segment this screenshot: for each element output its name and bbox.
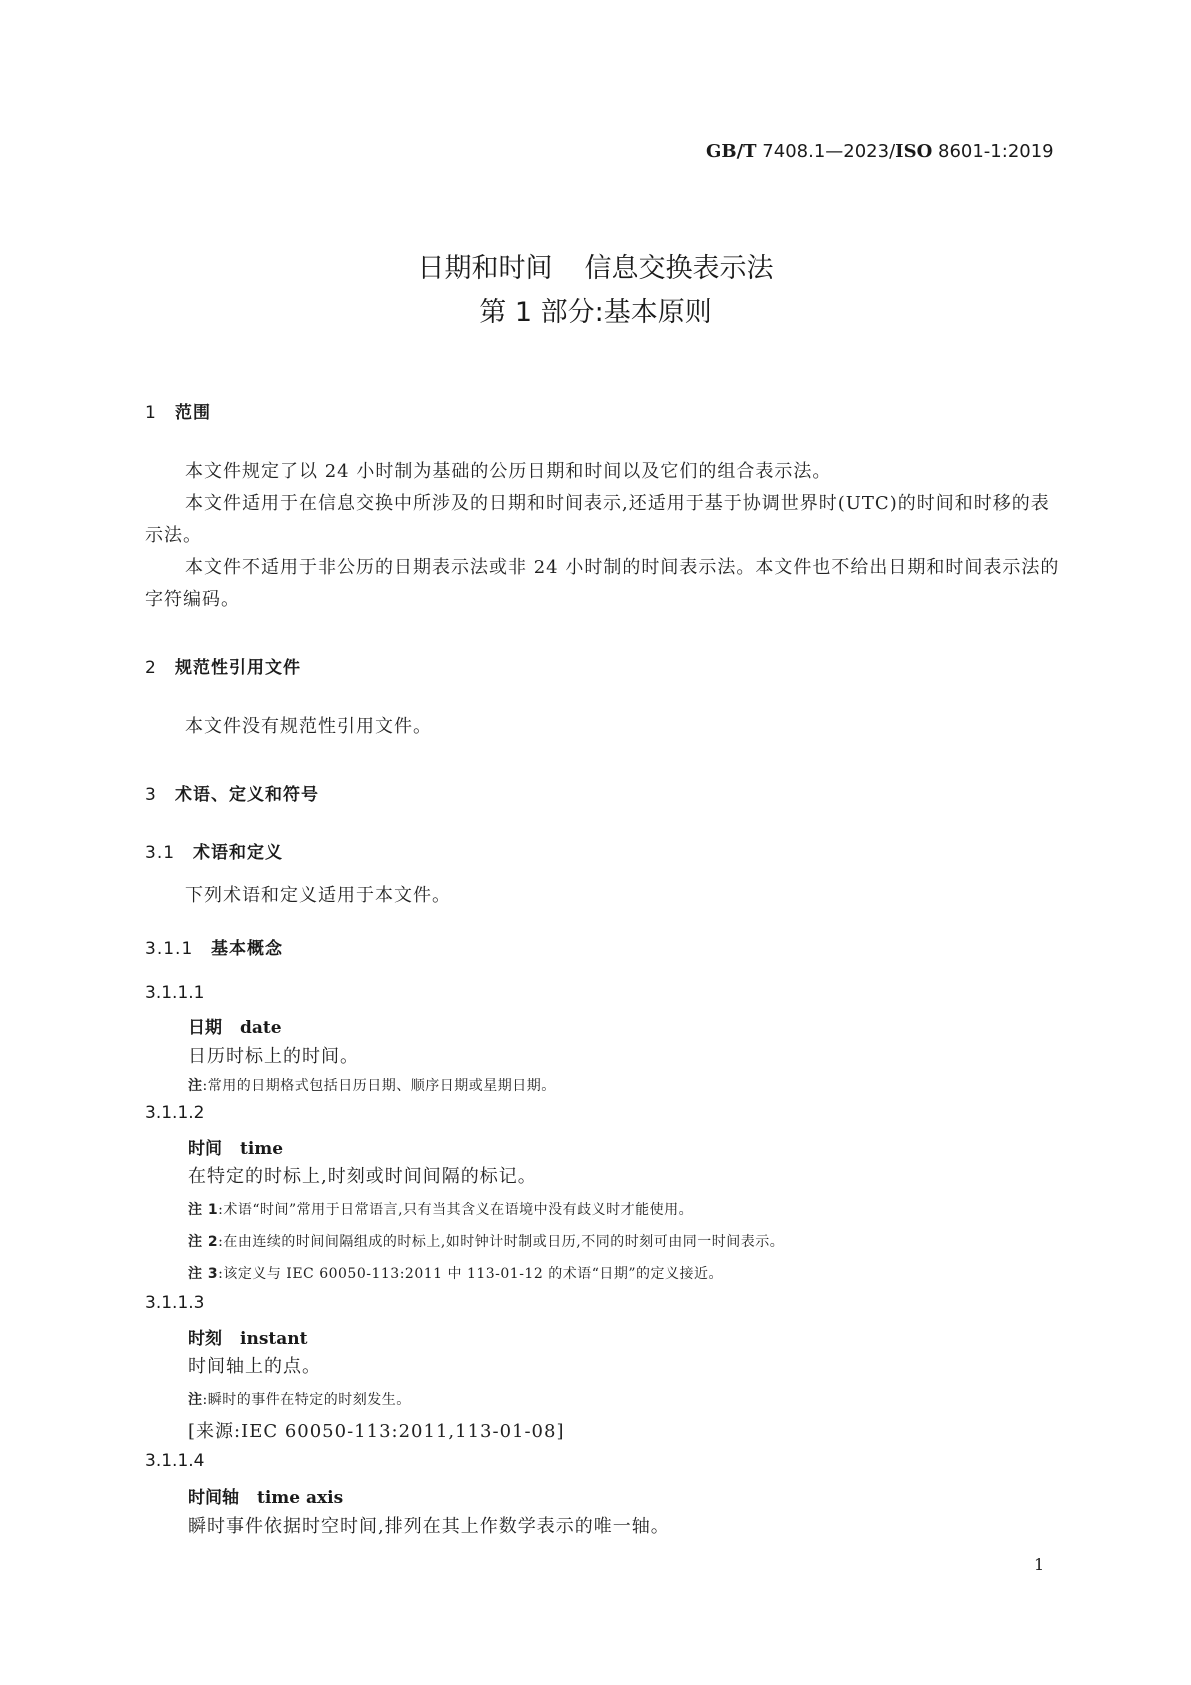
section-3-1-heading: 3.1 术语和定义 <box>145 843 283 863</box>
term-heading: 时刻 instant <box>188 1329 308 1349</box>
term-note: 注:瞬时的事件在特定的时刻发生。 <box>188 1392 411 1408</box>
standard-code: GB/T 7408.1—2023/ISO 8601-1:2019 <box>706 141 1054 162</box>
section-3-1-1-heading: 3.1.1 基本概念 <box>145 939 283 959</box>
normative-refs-para: 本文件没有规范性引用文件。 <box>185 716 432 737</box>
term-source: [来源:IEC 60050-113:2011,113-01-08] <box>188 1421 565 1442</box>
term-definition: 日历时标上的时间。 <box>188 1046 359 1067</box>
section-1-heading: 1 范围 <box>145 403 211 423</box>
term-number: 3.1.1.1 <box>145 983 205 1003</box>
term-definition: 时间轴上的点。 <box>188 1356 321 1377</box>
term-heading: 时间 time <box>188 1139 284 1159</box>
section-2-heading: 2 规范性引用文件 <box>145 658 301 678</box>
terms-intro-para: 下列术语和定义适用于本文件。 <box>185 885 451 906</box>
term-number: 3.1.1.3 <box>145 1293 205 1313</box>
page-number: 1 <box>1034 1555 1045 1574</box>
term-number: 3.1.1.2 <box>145 1103 205 1123</box>
term-number: 3.1.1.4 <box>145 1451 205 1471</box>
scope-para-2: 本文件适用于在信息交换中所涉及的日期和时间表示,还适用于基于协调世界时(UTC)的时间和时移的表示法。 <box>145 493 1050 546</box>
term-note: 注:常用的日期格式包括日历日期、顺序日期或星期日期。 <box>188 1078 556 1094</box>
term-heading: 日期 date <box>188 1018 282 1038</box>
scope-para-1: 本文件规定了以 24 小时制为基础的公历日期和时间以及它们的组合表示法。 <box>185 461 832 482</box>
term-note: 注 3:该定义与 IEC 60050-113:2011 中 113-01-12 的术语“日期”的定义接近。 <box>188 1266 724 1282</box>
term-definition: 瞬时事件依据时空时间,排列在其上作数学表示的唯一轴。 <box>188 1516 670 1537</box>
scope-para-3: 本文件不适用于非公历的日期表示法或非 24 小时制的时间表示法。本文件也不给出日期和时间表示法的字符编码。 <box>145 557 1060 610</box>
term-note: 注 2:在由连续的时间间隔组成的时标上,如时钟计时制或日历,不同的时刻可由同一时间表示。 <box>188 1234 785 1250</box>
term-heading: 时间轴 time axis <box>188 1488 344 1508</box>
title-line-1: 日期和时间 信息交换表示法 <box>417 253 774 284</box>
term-definition: 在特定的时标上,时刻或时间间隔的标记。 <box>188 1166 537 1187</box>
term-note: 注 1:术语“时间”常用于日常语言,只有当其含义在语境中没有歧义时才能使用。 <box>188 1202 694 1218</box>
title-line-2: 第 1 部分:基本原则 <box>479 297 712 328</box>
section-3-heading: 3 术语、定义和符号 <box>145 785 319 805</box>
